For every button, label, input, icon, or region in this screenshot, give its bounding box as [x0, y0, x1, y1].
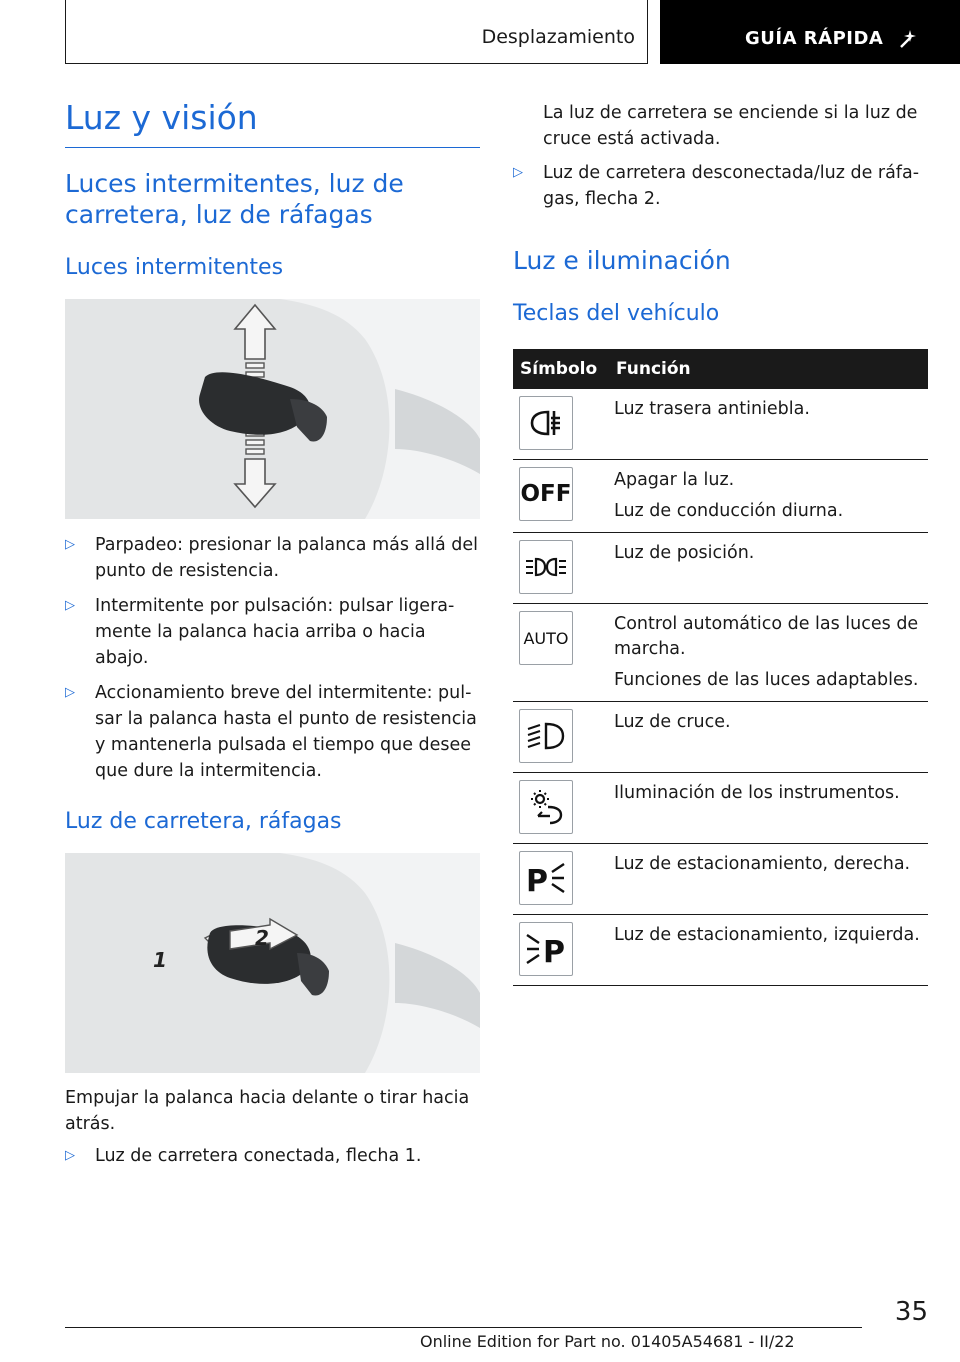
- page-title: Luz y visión: [65, 98, 258, 137]
- list-item: ▷ Parpadeo: presionar la palanca más allá del punto de resistencia.: [65, 532, 480, 584]
- auto-icon: AUTO: [519, 611, 573, 665]
- table-row: OFF Apagar la luz. Luz de conducción diurna.: [513, 460, 928, 533]
- high-beam-lever-figure: [65, 853, 480, 1073]
- high-beam-lever-illustration: [65, 853, 480, 1073]
- low-beam-icon: [519, 709, 573, 763]
- table-row: AUTO Control automático de las luces de marcha. Funciones de las luces adaptables.: [513, 604, 928, 702]
- right-bullets: [513, 160, 928, 212]
- heading-lights: Luz e iluminación: [513, 246, 731, 275]
- page-number: 35: [894, 1297, 928, 1327]
- header-section-box: [65, 0, 648, 64]
- heading-vehicle-keys: Teclas del vehículo: [513, 301, 720, 326]
- svg-text:P: P: [543, 935, 565, 969]
- bullet-triangle-icon: ▷: [65, 537, 75, 552]
- parking-light-right-icon: [519, 851, 573, 905]
- bullet-triangle-icon: ▷: [65, 1148, 75, 1163]
- header-quick-guide-tab[interactable]: [660, 0, 960, 64]
- title-rule: [65, 147, 480, 148]
- table-row: Luz de cruce.: [513, 702, 928, 773]
- turn-signal-lever-illustration: [65, 299, 480, 519]
- list-item: ▷ Intermitente por pulsación: pulsar ligera‐mente la palanca hacia arriba o hacia abajo.: [65, 593, 480, 671]
- col-header-symbol: Símbolo: [513, 349, 612, 389]
- heading-high-beam: Luz de carretera, ráfagas: [65, 809, 342, 834]
- figure-label-2: 2: [255, 926, 269, 950]
- lever-paragraph: Empujar la palanca hacia delante o tirar hacia atrás.: [65, 1088, 470, 1134]
- table-row: P Luz de estacionamiento, derecha.: [513, 844, 928, 915]
- position-light-icon: [519, 540, 573, 594]
- bullet-triangle-icon: ▷: [65, 598, 75, 613]
- table-header-row: [513, 349, 928, 389]
- parking-light-left-icon: [519, 922, 573, 976]
- bullet-triangle-icon: ▷: [513, 165, 523, 180]
- svg-text:P: P: [526, 864, 548, 898]
- col-header-function: Función: [612, 349, 928, 389]
- turn-signal-bullets: [65, 532, 480, 784]
- list-item: ▷ Accionamiento breve del intermitente: pul‐sar la palanca hasta el punto de resistencia y mantenerla pulsada el tiempo que desee que dure la intermitencia.: [65, 680, 480, 784]
- quick-guide-icon: [898, 28, 920, 50]
- symbol-table: [513, 349, 928, 986]
- table-row: Iluminación de los instrumentos.: [513, 773, 928, 844]
- footer-edition: Online Edition for Part no. 01405A54681 - II/22: [420, 1332, 795, 1351]
- high-beam-bullets: [65, 1143, 480, 1169]
- rear-fog-light-icon: [519, 396, 573, 450]
- footer-rule: [65, 1327, 862, 1328]
- section-subtitle: Luces intermitentes, luz de carretera, luz de ráfagas: [65, 169, 404, 229]
- table-row: P Luz de estacionamiento, izquierda.: [513, 915, 928, 986]
- bullet-triangle-icon: ▷: [65, 685, 75, 700]
- header-section-title: Desplazamiento: [481, 26, 635, 48]
- table-row: Luz de posición.: [513, 533, 928, 604]
- heading-turn-signals: Luces intermitentes: [65, 255, 284, 280]
- table-row: Luz trasera antiniebla.: [513, 389, 928, 460]
- turn-signal-lever-figure: [65, 299, 480, 519]
- instrument-lighting-icon: [519, 780, 573, 834]
- figure-label-1: 1: [153, 948, 167, 972]
- continuation-text: La luz de carretera se enciende si la luz de cruce está activada.: [543, 103, 918, 149]
- off-icon: OFF: [519, 467, 573, 521]
- list-item: ▷ Luz de carretera desconectada/luz de ráfa‐gas, flecha 2.: [513, 160, 928, 212]
- quick-guide-label: GUÍA RÁPIDA: [745, 28, 884, 49]
- list-item: ▷ Luz de carretera conectada, flecha 1.: [65, 1143, 480, 1169]
